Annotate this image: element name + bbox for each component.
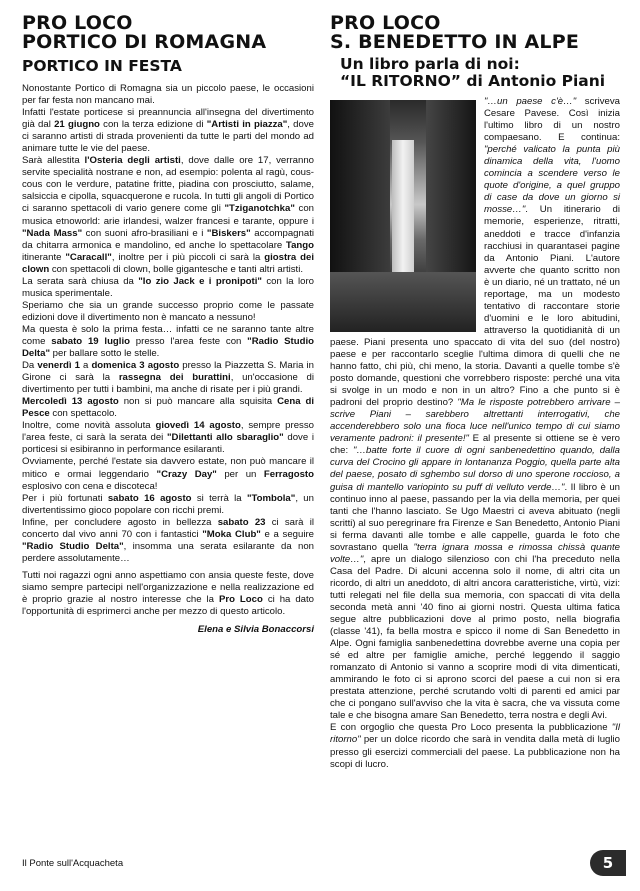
right-article-title-line2: “IL RITORNO” di Antonio Piani <box>340 72 606 90</box>
right-article-body: "…un paese c'è…" scriveva Cesare Pavese. Così inizia l'ultimo libro di un nostro compaesano. E continua: "perché valicato la punta più dinamica della vita, l'uomo comincia a scendere verso le quote d'origine, a quel gruppo di case da dove un giorno si mosse…". Un itinerario di memorie, esperienze, ritratti, aneddoti e tracce d'infanzia racchiusi in quarantasei pagine da Antonio Piani. L'autore avverte che quanto scritto non è un diario, né un trattato, né un reportage, ma un modesto tentativo di raccontare storie d'uomini e le loro abitudini, attraverso la quotidianità di un paese. Piani presenta uno spaccato di vita del suo (del nostro) paese e per raccontarlo sceglie l'ultima dimora di quelli che ne hanno fatto, chi più, chi meno, la storia. Davanti a quelle tombe s'è posto domande, questioni che vorrebbero risposte: perché una vita si svolge in un modo e non in un altro? Fino a che punto si è padroni del proprio destino? "Ma le risposte potrebbero arrivare – scrive Piani – sarebbero altrettanti interrogativi, che accenderebbero solo una fioca luce nell'unico tempo di cui siamo veramente padroni: il presente!" E al presente si ottiene se è vero che: "…batte forte il cuore di ogni sanbenedettino quando, dalla curva del Crocino gli appare in lontananza Poggio, quella parte alta del paese, posato di sghembo sul dorso di uno sperone roccioso, a guisa di mantello variopinto su puff di velluto verde…". Il libro è un continuo inno al paese, passando per la via della memoria, per quei tanti che l'hanno lasciato. Se Ugo Maestri ci aveva abituato (negli scritti) al suo peregrinare fra Firenze e San Benedetto, Antonio Piani si ferma davanti alle tombe e alle cappelle, guarda le foto che sovrastano quella "terra ignara mossa e rimossa chissà quante volte…", apre un dialogo silenzioso con chi l'ha preceduto nella Casa del Padre. Di alcuni accenna solo il nome, di altri cita un ricordo, di altri un aneddoto, di altri ancora caratteristiche, virtù, vizi: tutti relegati nel file della sua memoria, con spaccati di vita della seconda metà anni '40 fino ai giorni nostri. Questa ultima fatica segue altre pubblicazioni dove al primo posto, nella biografia (classe '41), fa bella mostra e spicco il nome di San Benedetto in Alpe. Ogni famiglia sanbenedettina dovrebbe averne una copia per sé ed altre per famiglie amiche, perché leggendo il saggio romanzato di Antonio si vanno a scoprire modi di vita dimenticati, ammirando le foto ci si aprono scorci del paese a cui non si era prestata attenzione, perché scrutando volti di parenti ed amici par che ci pongano sull'avviso che la vita è sacra, che va vissuta come tale e che bisogna amare San Benedetto, terra nostra e degli Avi. E con orgoglio che questa Pro Loco presenta la pubblicazione "Il ritorno" per un dolce ricordo che sarà in vendita dalla metà di luglio presso gli esercizi commerciali del paese. La pubblicazione non ha scopi di lucro. <box>330 96 621 770</box>
right-article-title-line1: Un libro parla di noi: <box>340 55 520 73</box>
left-column <box>22 14 314 635</box>
left-header-line1: PRO LOCO <box>22 12 133 34</box>
right-header-line2: S. BENEDETTO IN ALPE <box>330 31 580 53</box>
right-column <box>330 14 620 771</box>
left-article-body: Nonostante Portico di Romagna sia un piccolo paese, le occasioni per far festa non mancano mai. Infatti l'estate porticese si preannuncia all'insegna del divertimento già dal 21 giugno con la terza edizione di "Artisti in piazza", dove ci saranno artisti di strada provenienti da tutte le parti del mondo ad animare tutte le vie del paese. Sarà allestita l'Osteria degli artisti, dove dalle ore 17, verranno servite specialità nostrane e non, ad esempio: polenta al ragù, cous-cous con le verdure, patatine fritte, piadina con prosciutto, salame, salsiccia e cipolla, squacquerone e rucola. In tutti gli angoli di Portico ci saranno spettacoli di vario genere come gli "Tziganotchka" con musica etnoworld: arie irlandesi, walzer francesi e tarante, oppure i "Nada Mass" con suoni afro-brasiliani e i "Biskers" accompagnati da chitarra armonica e mandolino, ed anche lo spettacolare Tango itinerante "Caracall", inoltre per i più piccoli ci sarà la giostra dei clown con spettacoli di clown, bolle gigantesche e tanti altri artisti. La serata sarà chiusa da "Io zio Jack e i pronipoti" con la loro musica sperimentale. Speriamo che sia un grande successo proprio come le passate edizioni dove il divertimento non è mancato a nessuno! Ma questa è solo la prima festa… infatti ce ne saranno tante altre come sabato 19 luglio presso l'area feste con "Radio Studio Delta" per ballare sotto le stelle. Da venerdì 1 a domenica 3 agosto presso la Piazzetta S. Maria in Girone ci sarà la rassegna dei burattini, un'occasione di divertimento per tutti i bambini, ma anche di risate per i più grandi. Mercoledì 13 agosto non si può mancare alla squisita Cena di Pesce con spettacolo. Inoltre, come novità assoluta giovedì 14 agosto, sempre presso l'area feste, ci sarà la serata dei "Dilettanti allo sbaraglio" dove i porticesi si esibiranno in performance esilaranti. Ovviamente, perché l'estate sia davvero estate, non può mancare il mitico e ormai leggendario "Crazy Day" per un Ferragosto esplosivo con cena e discoteca! Per i più fortunati sabato 16 agosto si terrà la "Tombola", un divertentissimo gioco popolare con ricchi premi. Infine, per concludere agosto in bellezza sabato 23 ci sarà il concerto dal vivo anni 70 con i fantastici "Moka Club" e a seguire "Radio Studio Delta", insomma una serata esilarante da non perdere assolutamente… Tutti noi ragazzi ogni anno aspettiamo con ansia queste feste, dove siamo sempre partecipi nell'organizzazione e nella realizzazione ed è proprio grazie al nostro interesse che la Pro Loco ci ha dato l'opportunità di esprimerci anche per mezzo di questo articolo. <box>22 83 315 618</box>
left-header-line2: PORTICO DI ROMAGNA <box>22 31 267 53</box>
page-number: 5 <box>590 850 626 876</box>
left-article-title: PORTICO IN FESTA <box>22 57 182 75</box>
right-header-line1: PRO LOCO <box>330 12 441 34</box>
article-signature: Elena e Silvia Bonaccorsi <box>197 624 314 636</box>
footer-publication: Il Ponte sull'Acquacheta <box>22 858 124 869</box>
waterfall-photo <box>330 100 476 332</box>
